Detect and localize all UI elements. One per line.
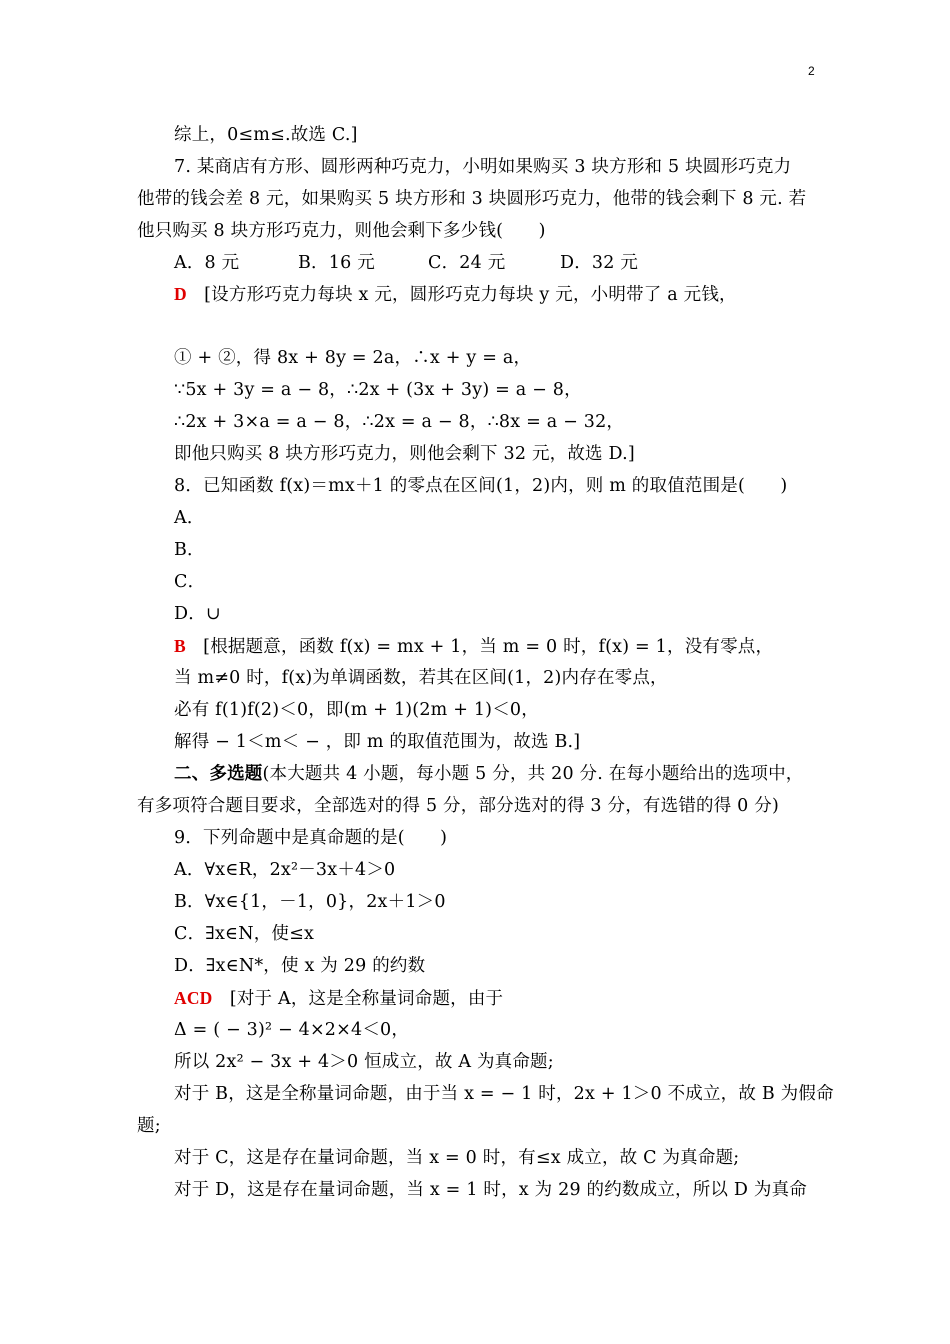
solution-line: 题;: [137, 1116, 161, 1136]
solution-line: ∴2x + 3×a = a − 8，∴2x = a − 8，∴8x = a − 32，: [174, 412, 625, 432]
solution-line: 当 m≠0 时，f(x)为单调函数，若其在区间(1，2)内存在零点，: [174, 668, 668, 688]
text-line: 综上，0≤m≤.故选 C.]: [174, 125, 358, 145]
option-d: D．32 元: [560, 253, 639, 273]
solution-line: ∵5x + 3y = a − 8，∴2x + (3x + 3y) = a − 8，: [174, 380, 582, 400]
question-7-options: [174, 251, 638, 275]
option-b: B．: [174, 540, 205, 560]
solution-line: Δ = ( − 3)² − 4×2×4＜0，: [174, 1020, 410, 1040]
answer-text: [设方形巧克力每块 x 元，圆形巧克力每块 y 元，小明带了 a 元钱，: [204, 285, 737, 305]
section-desc: (本大题共 4 小题，每小题 5 分，共 20 分. 在每小题给出的选项中，: [262, 764, 804, 784]
solution-line: 所以 2x² − 3x + 4＞0 恒成立，故 A 为真命题;: [174, 1052, 554, 1072]
answer-7: [174, 282, 737, 307]
option-c: C．∃x∈N，使≤x: [174, 924, 315, 944]
section-desc-line-2: 有多项符合题目要求，全部选对的得 5 分，部分选对的得 3 分，有选错的得 0 分): [137, 796, 780, 816]
solution-line: ① + ②，得 8x + 8y = 2a，∴x + y = a，: [174, 348, 532, 368]
option-d: D．∃x∈N*，使 x 为 29 的约数: [174, 956, 426, 976]
answer-label: B: [174, 636, 186, 656]
answer-label: D: [174, 284, 187, 304]
question-9: 9．下列命题中是真命题的是( ): [174, 828, 448, 848]
solution-line: 即他只购买 8 块方形巧克力，则他会剩下 32 元，故选 D.]: [174, 444, 635, 464]
solution-line: 必有 f(1)f(2)＜0，即(m + 1)(2m + 1)＜0，: [174, 700, 539, 720]
option-b: B．∀x∈{1，－1，0}，2x＋1＞0: [174, 892, 446, 912]
option-c: C．: [174, 572, 206, 592]
solution-line: 对于 D，这是存在量词命题，当 x = 1 时，x 为 29 的约数成立，所以 D 为真命: [174, 1180, 807, 1200]
answer-label: ACD: [174, 988, 213, 1008]
option-d: D．∪: [174, 604, 221, 624]
answer-text: [对于 A，这是全称量词命题，由于: [229, 989, 504, 1009]
question-7-line-2: 他带的钱会差 8 元，如果购买 5 块方形和 3 块圆形巧克力，他带的钱会剩下 8 元. 若: [137, 189, 807, 209]
question-8: 8．已知函数 f(x)＝mx＋1 的零点在区间(1，2)内，则 m 的取值范围是( ): [174, 476, 788, 496]
solution-line: 对于 C，这是存在量词命题，当 x = 0 时，有≤x 成立，故 C 为真命题;: [174, 1148, 740, 1168]
option-a: A．∀x∈R，2x²－3x＋4＞0: [174, 860, 396, 880]
solution-line: 对于 B，这是全称量词命题，由于当 x = − 1 时，2x + 1＞0 不成立，故 B 为假命: [174, 1084, 834, 1104]
answer-text: [根据题意，函数 f(x) = mx + 1，当 m = 0 时，f(x) = 1，没有零点，: [203, 637, 774, 657]
option-c: C．24 元: [428, 253, 506, 273]
solution-line: 解得 − 1＜m＜ − ，即 m 的取值范围为，故选 B.]: [174, 732, 581, 752]
section-heading: [174, 762, 803, 786]
page-number: 2: [808, 64, 815, 78]
question-7-line-1: 7. 某商店有方形、圆形两种巧克力，小明如果购买 3 块方形和 5 块圆形巧克力: [174, 157, 792, 177]
option-a: A．8 元: [174, 253, 240, 273]
option-b: B．16 元: [298, 253, 375, 273]
option-a: A．: [174, 508, 205, 528]
question-7-line-3: 他只购买 8 块方形巧克力，则他会剩下多少钱( ): [137, 221, 546, 241]
answer-8: [174, 634, 773, 659]
section-title: 二、多选题: [174, 764, 263, 784]
answer-9: [174, 986, 503, 1011]
